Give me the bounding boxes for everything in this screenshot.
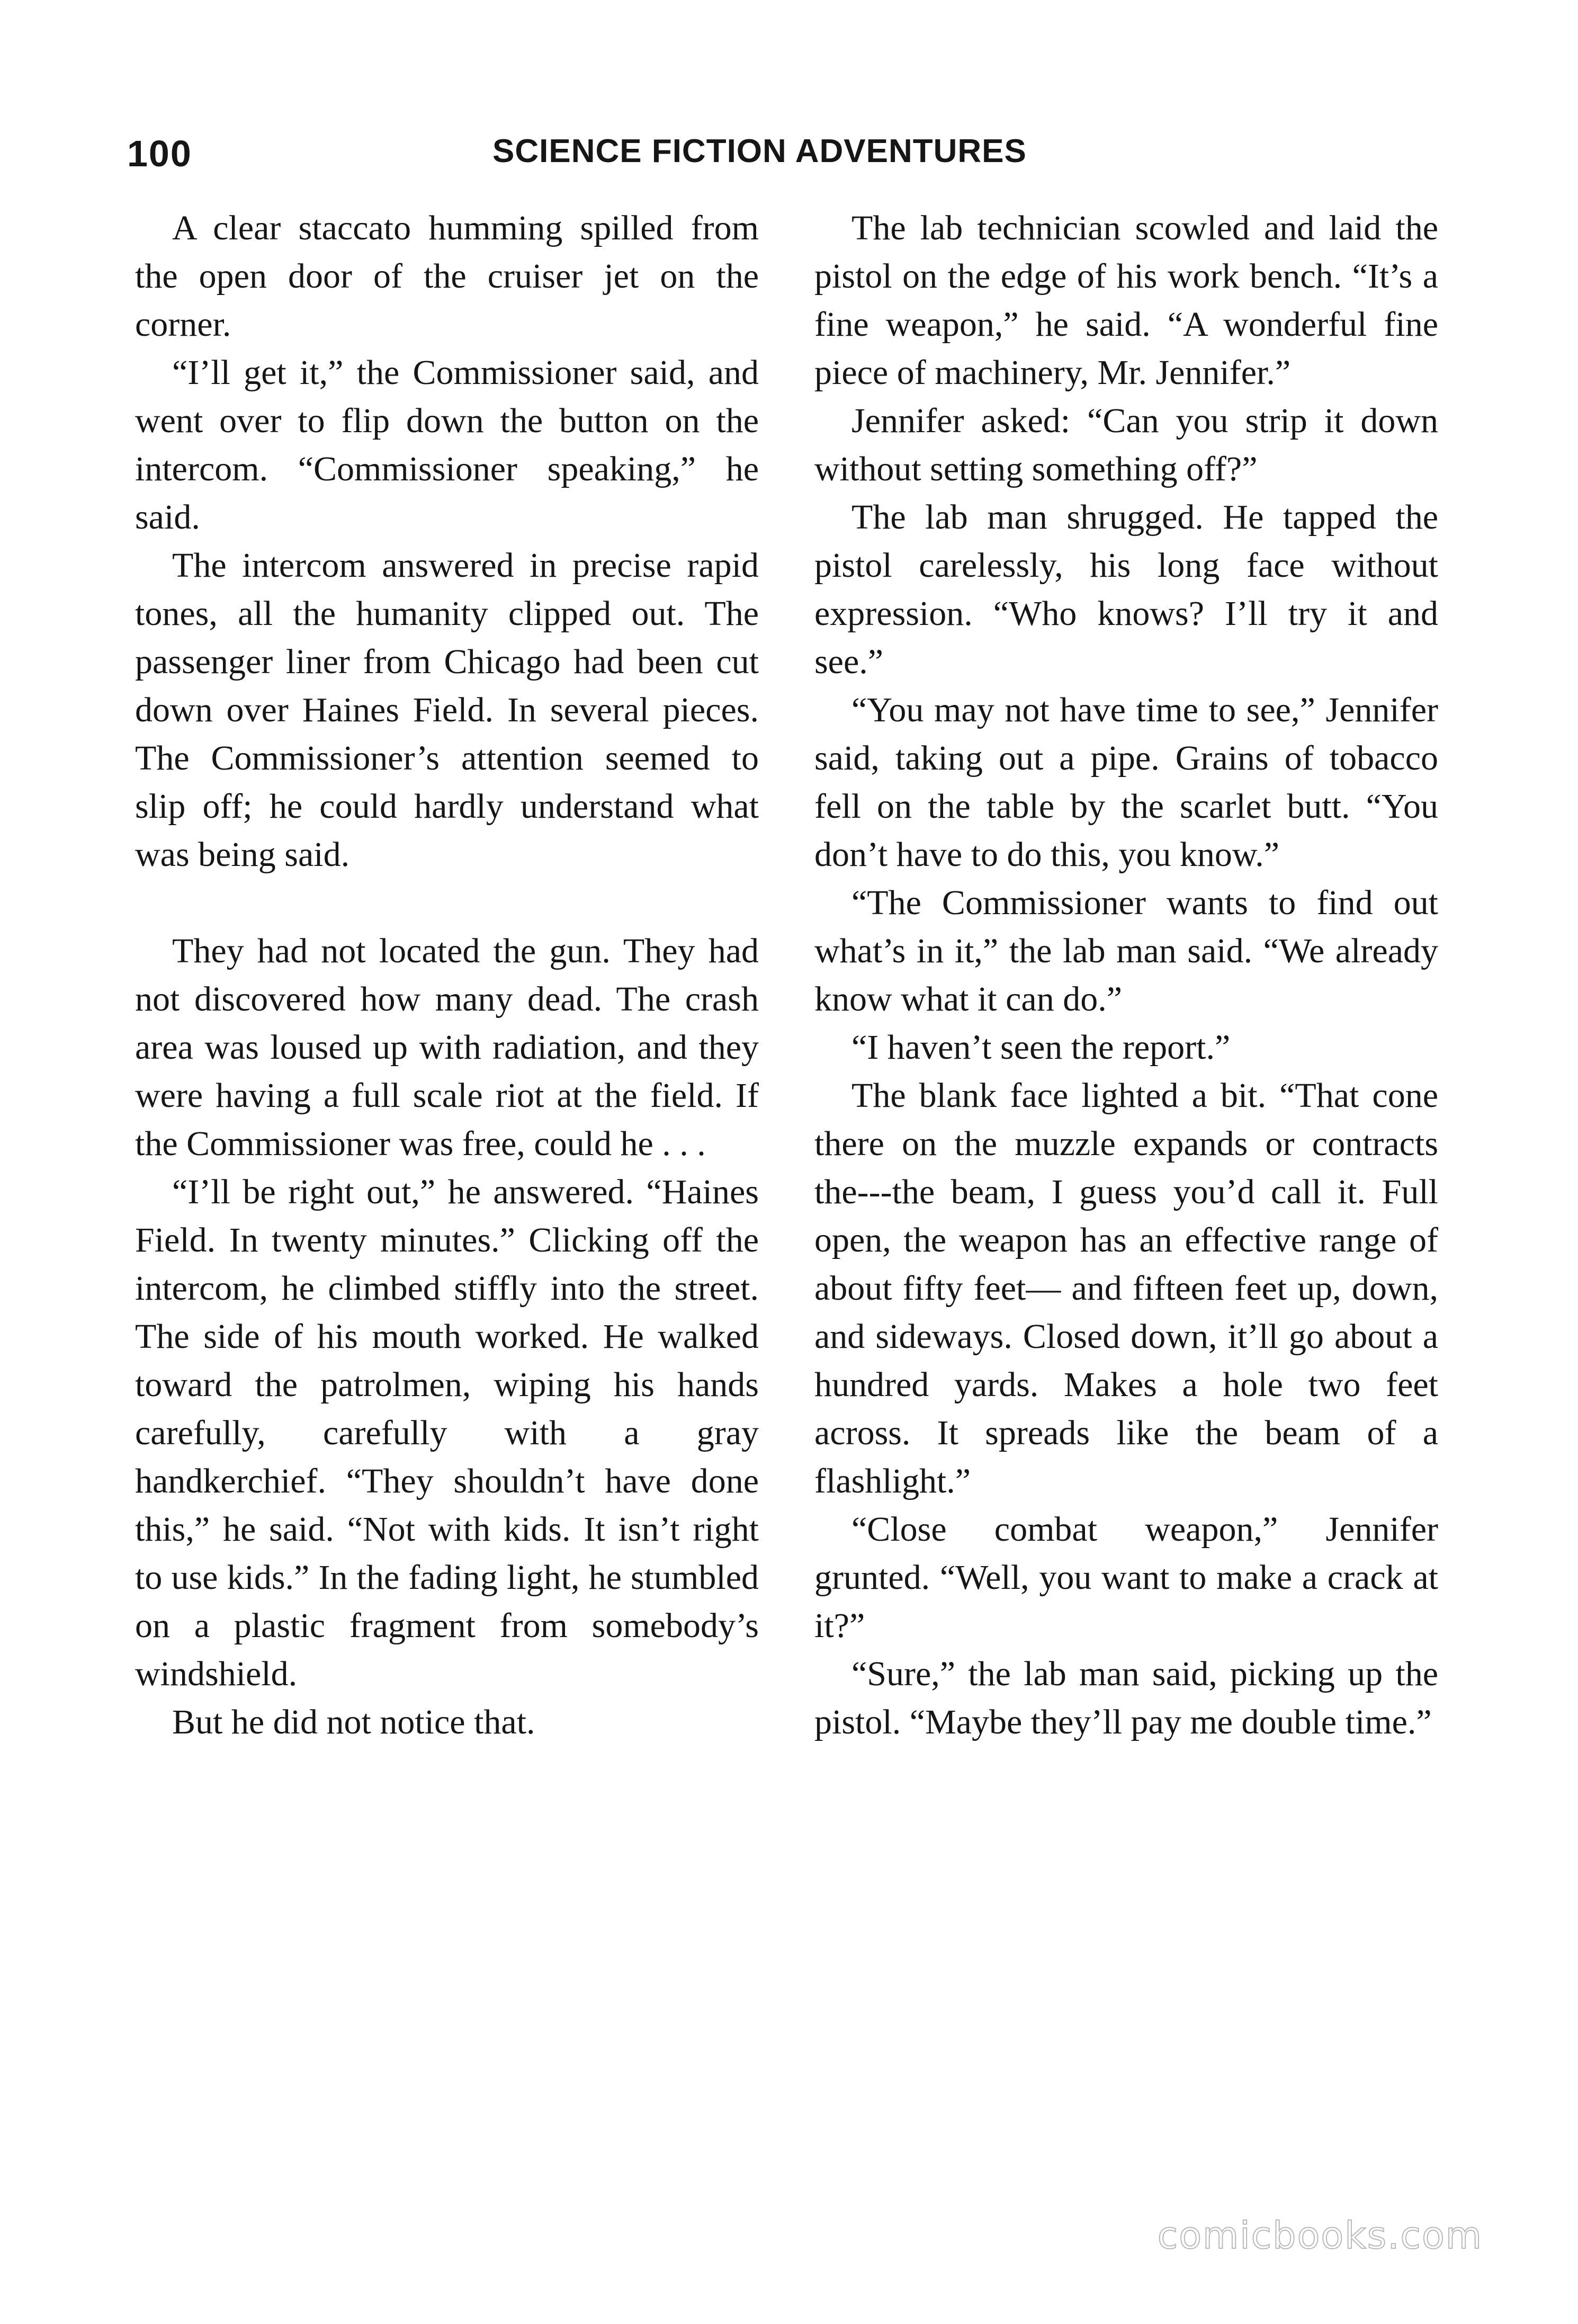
- paragraph: A clear staccato humming spilled from the open door of the cruiser jet on the corner.: [135, 209, 759, 344]
- page-number: 100: [127, 133, 192, 174]
- paragraph: “Sure,” the lab man said, picking up the pistol. “Maybe they’ll pay me double time.”: [814, 1655, 1438, 1741]
- paragraph: “The Commissioner wants to find out what’s in it,” the lab man said. “We already know what it can do.”: [814, 883, 1438, 1018]
- paragraph: The lab man shrugged. He tapped the pistol carelessly, his long face without expression. “Who knows? I’ll try it and see.”: [814, 498, 1438, 681]
- right-text-column: [814, 204, 1438, 1746]
- paragraph: The intercom answered in precise rapid tones, all the humanity clipped out. The passenger liner from Chicago had been cut down over Haines Field. In several pieces. The Commissioner’s attention seemed to slip off; he could hardly understand what was being said.: [135, 546, 759, 874]
- paragraph: “I’ll get it,” the Commissioner said, and went over to flip down the button on the intercom. “Commissioner speaking,” he said.: [135, 353, 759, 537]
- paragraph: The blank face lighted a bit. “That cone there on the muzzle expands or contracts the---the beam, I guess you’d call it. Full open, the weapon has an effective range of about fifty feet— and fifteen feet up, down, and sideways. Closed down, it’ll go about a hundred yards. Makes a hole two feet across. It spreads like the beam of a flashlight.”: [814, 1076, 1438, 1500]
- paragraph: “Close combat weapon,” Jennifer grunted. “Well, you want to make a crack at it?”: [814, 1510, 1438, 1645]
- paragraph: “I’ll be right out,” he answered. “Haines Field. In twenty minutes.” Clicking off the intercom, he climbed stiffly into the street. The side of his mouth worked. He walked toward the patrolmen, wiping his hands carefully, carefully with a gray handkerchief. “They shouldn’t have done this,” he said. “Not with kids. It isn’t right to use kids.” In the fading light, he stumbled on a plastic fragment from somebody’s windshield.: [135, 1173, 759, 1693]
- paragraph: “You may not have time to see,” Jennifer said, taking out a pipe. Grains of tobacco fell on the table by the scarlet butt. “You don’t have to do this, you know.”: [814, 691, 1438, 874]
- running-title: SCIENCE FICTION ADVENTURES: [492, 133, 1027, 169]
- paragraph: But he did not notice that.: [172, 1703, 535, 1741]
- paragraph: They had not located the gun. They had not discovered how many dead. The crash area was loused up with radiation, and they were having a full scale riot at the field. If the Commissioner was free, could he . . .: [135, 932, 759, 1163]
- left-text-column: [135, 204, 759, 1746]
- paragraph: The lab technician scowled and laid the pistol on the edge of his work bench. “It’s a fine weapon,” he said. “A wonderful fine piece of machinery, Mr. Jennifer.”: [814, 209, 1438, 392]
- page-header: [127, 132, 1091, 191]
- paragraph: Jennifer asked: “Can you strip it down without setting something off?”: [814, 401, 1438, 488]
- paragraph: “I haven’t seen the report.”: [851, 1028, 1231, 1067]
- watermark: comicbooks.com: [1157, 2214, 1483, 2257]
